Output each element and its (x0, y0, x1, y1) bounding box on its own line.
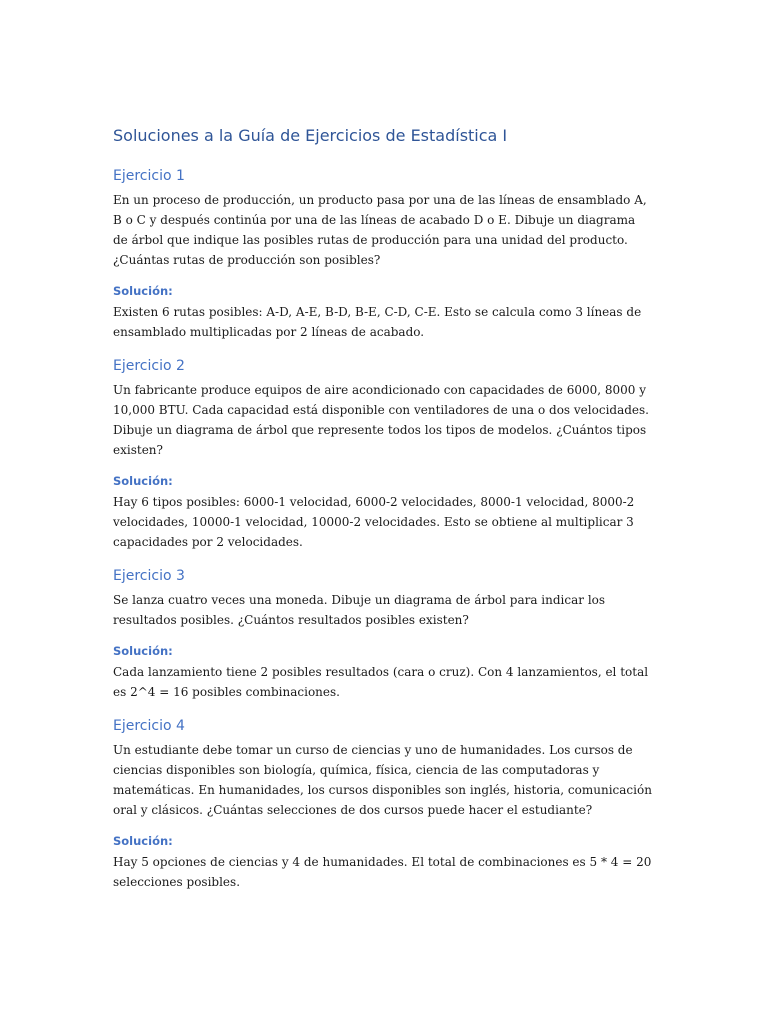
exercise-problem: Se lanza cuatro veces una moneda. Dibuje un diagrama de árbol para indicar los resultados posibles. ¿Cuántos resultados posibles existen? (113, 593, 606, 627)
exercise-1 (113, 166, 653, 342)
exercise-heading: Ejercicio 3 (113, 568, 185, 584)
solution-label: Solución: (113, 834, 173, 848)
exercise-4 (113, 716, 653, 892)
solution-label: Solución: (113, 474, 173, 488)
exercise-3 (113, 566, 653, 702)
exercise-problem: Un estudiante debe tomar un curso de ciencias y uno de humanidades. Los cursos de ciencias disponibles son biología, química, física, ciencia de las computadoras y matemáticas. En humanidades, los cursos disponibles son inglés, historia, comunicación oral y clásicos. ¿Cuántas selecciones de dos cursos puede hacer el estudiante? (113, 743, 652, 817)
exercise-heading: Ejercicio 2 (113, 358, 185, 374)
exercise-solution: Hay 5 opciones de ciencias y 4 de humanidades. El total de combinaciones es 5 * 4 = 20 selecciones posibles. (113, 855, 652, 889)
document-title: Soluciones a la Guía de Ejercicios de Estadística I (113, 126, 508, 145)
exercise-problem: Un fabricante produce equipos de aire acondicionado con capacidades de 6000, 8000 y 10,000 BTU. Cada capacidad está disponible con ventiladores de una o dos velocidades. Dibuje un diagrama de árbol que represente todos los tipos de modelos. ¿Cuántos tipos existen? (113, 383, 649, 457)
exercise-solution: Hay 6 tipos posibles: 6000-1 velocidad, 6000-2 velocidades, 8000-1 velocidad, 8000-2 velocidades, 10000-1 velocidad, 10000-2 velocidades. Esto se obtiene al multiplicar 3 capacidades por 2 velocidades. (113, 495, 635, 549)
exercise-2 (113, 356, 653, 552)
exercise-solution: Existen 6 rutas posibles: A-D, A-E, B-D, B-E, C-D, C-E. Esto se calcula como 3 líneas de ensamblado multiplicadas por 2 líneas de acabado. (113, 305, 642, 339)
exercise-heading: Ejercicio 1 (113, 168, 185, 184)
solution-label: Solución: (113, 644, 173, 658)
exercise-solution: Cada lanzamiento tiene 2 posibles resultados (cara o cruz). Con 4 lanzamientos, el total es 2^4 = 16 posibles combinaciones. (113, 665, 649, 699)
exercise-problem: En un proceso de producción, un producto pasa por una de las líneas de ensamblado A, B o C y después continúa por una de las líneas de acabado D o E. Dibuje un diagrama de árbol que indique las posibles rutas de producción para una unidad del producto. ¿Cuántas rutas de producción son posibles? (113, 193, 647, 267)
exercise-heading: Ejercicio 4 (113, 718, 185, 734)
solution-label: Solución: (113, 284, 173, 298)
document-page (113, 124, 653, 892)
